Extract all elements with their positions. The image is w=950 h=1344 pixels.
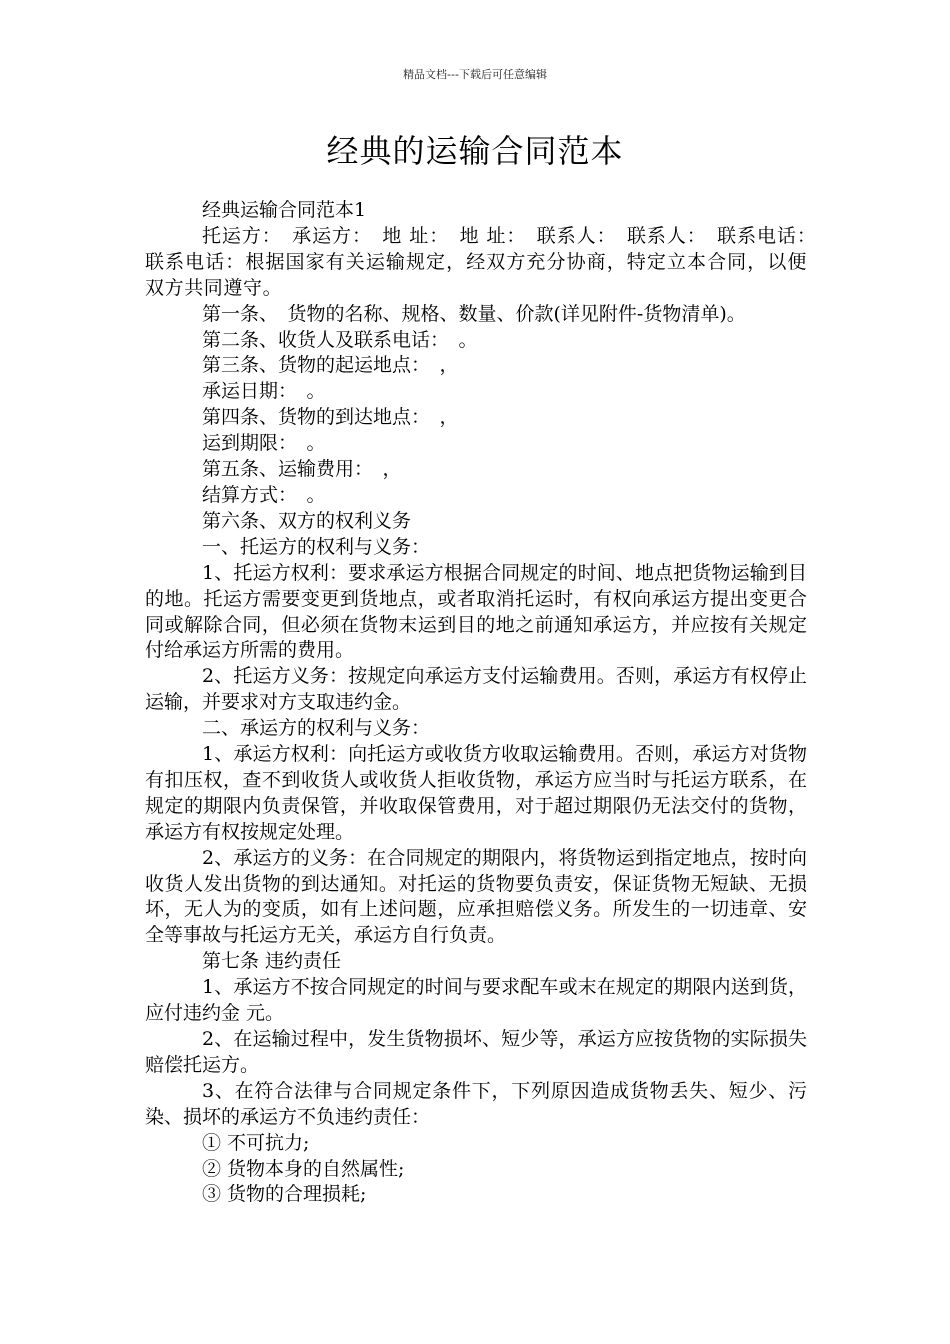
parties-paragraph: 托运方： 承运方： 地 址： 地 址： 联系人： 联系人： 联系电话： 联系电话：根据国家有关运输规定，经双方充分协商，特定立本合同，以便双方共同遵守。 [145, 224, 827, 299]
carrier-rights-heading: 二、承运方的权利与义务： [202, 717, 431, 740]
article-1: 第一条、 货物的名称、规格、数量、价款(详见附件-货物清单)。 [202, 302, 746, 325]
settlement-method: 结算方式： 。 [202, 483, 326, 506]
article-3: 第三条、货物的起运地点： ， [202, 354, 459, 377]
article-7: 第七条 违约责任 [202, 950, 342, 973]
exemption-item: ② 货物本身的自然属性; [202, 1157, 405, 1180]
liability-clause-2: 2、在运输过程中，发生货物损坏、短少等，承运方应按货物的实际损失赔偿托运方。 [145, 1028, 807, 1076]
article-2: 第二条、收货人及联系电话： 。 [202, 328, 478, 351]
delivery-deadline: 运到期限： 。 [202, 432, 326, 455]
liability-clause-1: 1、承运方不按合同规定的时间与要求配车或末在规定的期限内送到货，应付违约金 元。 [145, 976, 807, 1025]
carrier-obligations: 2、承运方的义务：在合同规定的期限内，将货物运到指定地点，按时向收货人发出货物的到达通知。对托运的货物要负责安，保证货物无短缺、无损坏，无人为的变质，如有上述问题，应承担赔偿义务。所发生的一切违章、安全等事故与托运方无关，承运方自行负责。 [145, 846, 807, 947]
exemption-item: ③ 货物的合理损耗; [202, 1183, 367, 1206]
article-6: 第六条、双方的权利义务 [202, 509, 412, 532]
document-body [145, 198, 827, 1208]
liability-clause-3: 3、在符合法律与合同规定条件下，下列原因造成货物丢失、短少、污染、损坏的承运方不负违约责任： [145, 1079, 807, 1128]
article-4: 第四条、货物的到达地点： ， [202, 406, 459, 429]
article-5: 第五条、运输费用： ， [202, 458, 402, 481]
document-title: 经典的运输合同范本 [326, 132, 624, 170]
carrier-rights: 1、承运方权利：向托运方或收货方收取运输费用。否则，承运方对货物有扣压权，查不到收货人或收货人拒收货物，承运方应当时与托运方联系，在规定的期限内负责保管，并收取保管费用，对于超过期限仍无法交付的货物，承运方有权按规定处理。 [145, 743, 807, 843]
shipper-rights-heading: 一、托运方的权利与义务： [202, 535, 431, 558]
page-header: 精品文档---下载后可任意编辑 [403, 68, 547, 81]
shipper-obligations: 2、托运方义务：按规定向承运方支付运输费用。否则，承运方有权停止运输，并要求对方支取违约金。 [145, 665, 807, 714]
shipper-rights: 1、托运方权利：要求承运方根据合同规定的时间、地点把货物运输到目的地。托运方需要变更到货地点，或者取消托运时，有权向承运方提出变更合同或解除合同，但必须在货物末运到目的地之前通知承运方，并应按有关规定付给承运方所需的费用。 [145, 561, 807, 662]
contract-subtitle: 经典运输合同范本1 [202, 199, 367, 221]
exemption-item: ① 不可抗力; [202, 1131, 310, 1154]
shipping-date: 承运日期： 。 [202, 380, 326, 403]
